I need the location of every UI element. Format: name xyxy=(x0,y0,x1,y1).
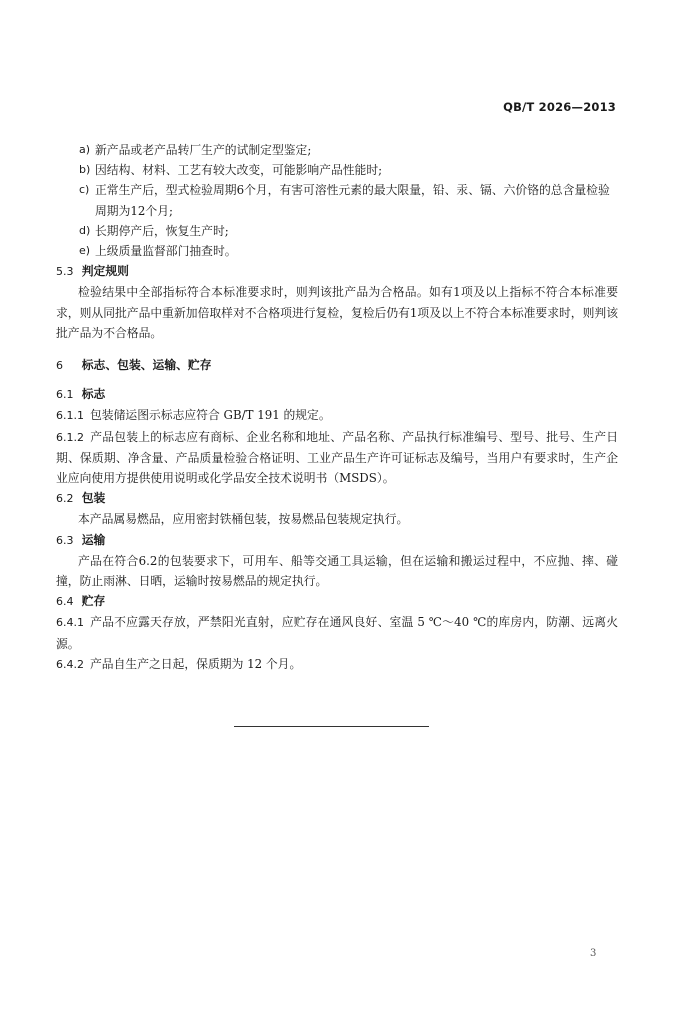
list-marker: d) xyxy=(79,223,91,237)
list-item xyxy=(56,160,618,180)
clause-6-1-1 xyxy=(56,405,618,426)
section-6-4-heading xyxy=(56,591,618,612)
section-title: 标志、包装、运输、贮存 xyxy=(81,358,212,373)
list-item xyxy=(56,140,618,160)
list-marker: e) xyxy=(79,244,91,258)
section-6-3-heading xyxy=(56,530,618,551)
list-marker: c) xyxy=(79,183,90,197)
page-number: 3 xyxy=(590,948,597,959)
standard-code: QB/T 2026—2013 xyxy=(503,100,616,114)
section-title: 判定规则 xyxy=(81,264,129,279)
clause-6-4-1 xyxy=(56,612,618,653)
section-number: 5.3 xyxy=(56,265,74,279)
list-item xyxy=(56,180,618,220)
section-number: 6.3 xyxy=(56,533,74,547)
list-item-text: 长期停产后，恢复生产时; xyxy=(95,223,229,238)
list-item-text: 新产品或老产品转厂生产的试制定型鉴定; xyxy=(95,143,312,157)
clause-6-4-2 xyxy=(56,654,618,675)
list-marker: b) xyxy=(79,163,91,177)
end-rule xyxy=(234,726,429,727)
list-marker: a) xyxy=(79,143,91,156)
clause-number: 6.1.2 xyxy=(56,430,84,444)
section-5-3-text: 检验结果中全部指标符合本标准要求时，则判该批产品为合格品。如有1项及以上指标不符合本标准要求，则从同批产品中重新加倍取样对不合格项进行复检，复检后仍有1项及以上不符合本标准要求时，则判该批产品为不合格品。 xyxy=(56,285,618,340)
clause-text: 产品包装上的标志应有商标、企业名称和地址、产品名称、产品执行标准编号、型号、批号、生产日期、保质期、净含量、产品质量检验合格证明、工业产品生产许可证标志及编号，当用户有要求时，生产企业应向使用方提供使用说明或化学品安全技术说明书（MSDS）。 xyxy=(56,429,618,486)
clause-number: 6.4.2 xyxy=(56,657,84,671)
section-6-2-heading xyxy=(56,488,618,509)
list-item-text: 上级质量监督部门抽查时。 xyxy=(95,244,237,259)
clause-number: 6.1.1 xyxy=(56,409,84,423)
section-5-3-heading xyxy=(56,261,618,282)
clause-6-1-2 xyxy=(56,427,618,489)
section-title: 运输 xyxy=(81,532,106,547)
clause-text: 包装储运图示标志应符合 GB/T 191 的规定。 xyxy=(90,408,331,423)
list-item xyxy=(56,241,618,261)
section-6-heading xyxy=(56,355,618,376)
list-item xyxy=(56,221,618,241)
clause-number: 6.4.1 xyxy=(56,616,84,630)
list-item-text: 因结构、材料、工艺有较大改变，可能影响产品性能时; xyxy=(95,163,383,178)
section-6-3-text: 产品在符合6.2的包装要求下，可用车、船等交通工具运输，但在运输和搬运过程中，不应抛、摔、碰撞，防止雨淋、日晒，运输时按易燃品的规定执行。 xyxy=(56,553,618,589)
clause-text: 产品不应露天存放，严禁阳光直射，应贮存在通风良好、室温 5 ℃～40 ℃的库房内，防潮、远离火源。 xyxy=(56,615,618,651)
section-title: 贮存 xyxy=(81,594,106,609)
section-number: 6.2 xyxy=(56,492,74,506)
section-6-2-text: 本产品属易燃品，应用密封铁桶包装，按易燃品包装规定执行。 xyxy=(78,512,409,527)
section-6-1-heading xyxy=(56,384,618,405)
list-item-text: 正常生产后，型式检验周期6个月，有害可溶性元素的最大限量，铅、汞、镉、六价铬的总含量检验周期为12个月; xyxy=(95,183,610,218)
clause-text: 产品自生产之日起，保质期为 12 个月。 xyxy=(90,656,302,671)
section-number: 6.4 xyxy=(56,595,74,609)
section-title: 标志 xyxy=(81,387,106,402)
section-number: 6 xyxy=(56,359,63,373)
section-title: 包装 xyxy=(81,491,106,506)
document-body xyxy=(56,140,618,675)
section-number: 6.1 xyxy=(56,388,74,402)
